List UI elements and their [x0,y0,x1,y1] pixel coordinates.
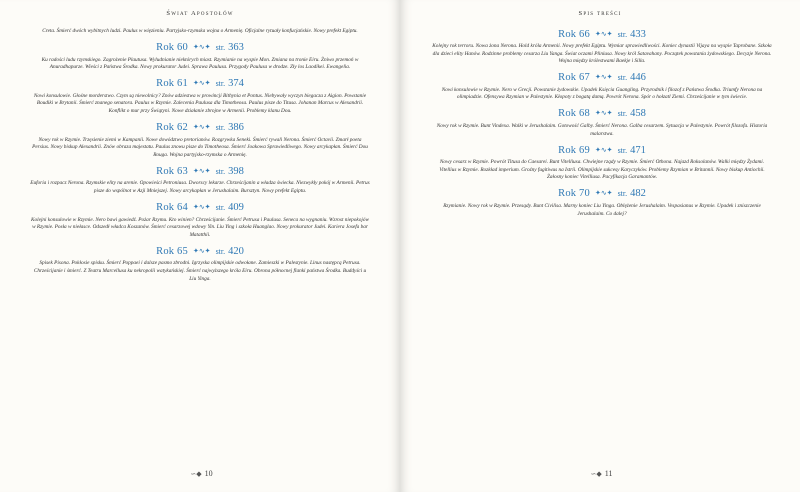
intro-paragraph: Creta. Śmierć dwóch wybitnych ludzi. Paulus w więzieniu. Partyjsko-rzymska wojna o Armenię. Oficjalne rytuały konfucjańskie. Nowy prefekt Egiptu. [42,28,358,34]
toc-entry [432,188,772,218]
entry-summary: Ku radości ludu rzymskiego. Zagrożenie Plautusa. Wyludnianie niektórych miast. Rzymianie na wyspie Mon. Zmiana na tronie Eiru. Żniwo przemoń w Anuradhapurze. Wieści z Państwa Środka. Nowy prokurator Judei. Sprawa Paulusa. Przygody Paulusa w drodze. Zły los Laodikei. Ewangelia. [41,56,359,71]
year-label: Rok 61 [156,78,188,90]
flourish-icon: ∽◆ [590,470,602,478]
page-prefix: str. [215,123,226,133]
running-head-left: Świat Apostołów [166,10,234,17]
right-page-content [432,28,772,218]
year-label: Rok 63 [156,165,188,177]
page-reference [216,246,244,257]
toc-entry-heading[interactable] [432,72,772,84]
scroll-ornament-icon: ✦∿✦ [192,43,211,52]
toc-entry-heading[interactable] [432,188,772,200]
page-number: 409 [228,202,244,214]
scroll-ornament-icon: ✦∿✦ [594,109,613,118]
entry-summary: Kolejni konsulowie w Rzymie. Nero bawi gawiedź. Pożar Rzymu. Kto winien? Chrześcijanie. Śmierć Petrusa i Paulusa. Seneca na wygnaniu. Wzrost niepokojów w Rzymie. Posła w niełasce. Odszedł władca Koszanów. Śmierć cesarzowej wdowy Yin. Liu Ying i szkoła Huanglao. Nowy prokurator Judei. Kariera Josefa bar Matatthii. [31,216,369,238]
page-number: 471 [630,144,646,156]
year-label: Rok 65 [156,245,188,257]
folio-left [0,469,400,478]
page-reference [618,145,646,156]
page-folio-number: 10 [204,469,213,478]
page-prefix: str. [617,73,628,83]
year-label: Rok 66 [558,28,590,40]
page-reference [216,166,244,177]
folio-right [400,469,800,478]
page-reference [618,188,646,199]
left-page-content [30,28,370,283]
page-number: 420 [228,245,244,257]
entry-summary: Nowi konsulowie w Rzymie. Nero w Grecji. Powstanie żydowskie. Upadek Księcia Guangling. Przyrodnik i filozof z Państwa Środka. Triumfy Nerona na olimpiadzie. Ofensywa Rzymian w Palestynie. Kłopoty z bogatą damą. Powrót Nerona. Spór o hołzatl Ziemi. Chrześcijanie w tym świecie. [441,86,763,101]
page-prefix: str. [215,203,226,213]
entry-summary: Nowi konsulowie. Głośne morderstwo. Czym są niewolnicy? Znów adziestwa w prowincji Bithynia et Pontus. Niebywały wyczyn biegacza z Aigion. Powstanie Boudiki w Brytanii. Śmierć znanego senatora. Paulus w Rzymie. Zalecenia Paulusa dla Timotheosa. Paulus pisze do Titusa. Johanan Marcus w Alexandrii. Konflikt o mur przy Świątyni. Nowe działanie zbrojne w Armenii. Problemy klanu Dou. [33,92,367,114]
scroll-ornament-icon: ✦∿✦ [594,29,613,38]
toc-entry [432,144,772,182]
scroll-ornament-icon: ✦∿✦ [192,166,211,175]
page-number: 482 [630,188,646,200]
scroll-ornament-icon: ✦∿✦ [192,203,211,212]
entry-summary: Nowy rok w Rzymie. Trzęsienie ziemi w Kampanii. Nowe dowództwo pretorianów. Rozgrywka Seneki. Śmierć rywali Nerona. Śmierć Octavii. Zmarł poeta Persius. Nowy biskup Alexandrii. Znów obraza majestatu. Paulus znowu pisze do Timotheosa. Śmierć Joakowa Sprawiedliwego. Nowy arcykapłan. Śmierć Dou Rouga. Wojna partyjsko-rzymska o Armenię. [32,136,368,158]
page-prefix: str. [617,189,628,199]
running-head-right: Spis treści [578,10,622,17]
page-reference [216,122,244,133]
toc-entry [30,122,370,160]
page-prefix: str. [215,79,226,89]
toc-entry-heading[interactable] [30,122,370,134]
year-label: Rok 68 [558,108,590,120]
page-number: 398 [228,165,244,177]
toc-entry [432,108,772,138]
toc-entry [432,28,772,66]
toc-entry-heading[interactable] [30,202,370,214]
scroll-ornament-icon: ✦∿✦ [192,79,211,88]
scroll-ornament-icon: ✦∿✦ [192,123,211,132]
entry-summary: Nowy rok w Rzymie. Bunt Vindexa. Walki w Jerushalaim. Gotowość Galby. Śmierć Nerona. Galba cesarzem. Sytuacja w Palestynie. Powrót filozofa. Historia malarstwa. [436,122,768,137]
toc-entry-heading[interactable] [30,42,370,54]
toc-entry-heading[interactable] [432,28,772,40]
toc-entry [30,245,370,283]
page-number: 374 [228,78,244,90]
toc-entry-heading[interactable] [30,78,370,90]
page-number: 433 [630,28,646,40]
page-number: 386 [228,122,244,134]
page-reference [216,78,244,89]
entry-summary: Nowy cesarz w Rzymie. Powrót Titusa do Caesarei. Bunt Vitelliusa. Chwiejne rządy w Rzymie. Śmierć Othona. Najazd Roksolanów. Walki między Żydami. Vitellius w Rzymie. Rozkład imperium. Groźny fugitiwus na Istrii. Olimpijskie sukcesy Karyczyków. Problemy Rzymian w Britannii. Nowy biskup Antiochii. Żałosny koniec Vitelliusa. Pacyfikacja Garamantów. [439,159,765,181]
toc-entry-heading[interactable] [432,108,772,120]
page-reference [216,42,244,53]
toc-entry [30,78,370,116]
entry-summary: Euforia i rozpacz Nerona. Rzymskie elity na arenie. Opowieści Petroniusa. Dworscy lekarze. Chrześcijanin a władza świecka. Niezwykły pokój w Armenii. Petrus pisze do wspólnot w Azji Mniejszej. Nowy arcykapłan w Jerushalaim. Bursztyn. Nowy prefekt Egiptu. [30,180,370,194]
page-prefix: str. [617,109,628,119]
scroll-ornament-icon: ✦∿✦ [192,246,211,255]
entry-summary: Kolejny rok terroru. Nowa żona Nerona. Hold króla Armenii. Nowy prefekt Egiptu. Wymiar sprawiedliwości. Koniec dynastii Vijaya na wyspie Taprobane. Szkoła dla dzieci elity Hanów. Rodzinne problemy cesarza Liu Yanga. Świat oczami Pliniusa. Nowy król Satavahany. Początek powstania żydowskiego. Decyzje Nerona. Wojna między królestwami Baekje i Silla. [432,43,772,65]
right-page [400,0,800,492]
page-number: 458 [630,108,646,120]
scroll-ornament-icon: ✦∿✦ [594,189,613,198]
year-label: Rok 67 [558,72,590,84]
toc-entry-heading[interactable] [30,165,370,177]
page-reference [618,108,646,119]
year-label: Rok 62 [156,122,188,134]
page-reference [618,29,646,40]
entry-summary: Spisek Pisona. Pokłosie spisku. Śmierć Poppaei i dalsze pasmo zbrodni. Igrzyska olimpijskie odwołane. Zamieszki w Palestynie. Linus następcą Petrusa. Chrześcijanie i śmierć. Z Teatru Marcellusa ku nekropolii watykańskiej. Śmierć najwyższego króla Eiru. Obrona północnej flanki państwa Środka. Buddyści u Liu Yinga. [33,260,367,282]
flourish-icon: ∽◆ [190,470,202,478]
page-prefix: str. [617,29,628,39]
page-prefix: str. [617,145,628,155]
scroll-ornament-icon: ✦∿✦ [594,73,613,82]
entry-summary: Rzymianie. Nowy rok w Rzymie. Przesądy. Bunt Civilisa. Marny koniec Liu Yinga. Oblężenie Jerushalaim. Vespasianus w Rzymie. Upadek i zniszczenie Jerushalaim. Co dalej? [443,202,761,217]
toc-entry-heading[interactable] [30,245,370,257]
page-prefix: str. [215,246,226,256]
year-label: Rok 60 [156,42,188,54]
year-label: Rok 69 [558,144,590,156]
page-reference [618,72,646,83]
year-label: Rok 64 [156,202,188,214]
toc-entry [30,202,370,240]
toc-entry [432,72,772,102]
page-reference [216,202,244,213]
scroll-ornament-icon: ✦∿✦ [594,145,613,154]
toc-entry-heading[interactable] [432,144,772,156]
page-prefix: str. [215,166,226,176]
toc-entry [30,42,370,72]
year-label: Rok 70 [558,188,590,200]
page-number: 446 [630,72,646,84]
page-number: 363 [228,42,244,54]
page-prefix: str. [215,43,226,53]
page-folio-number: 11 [604,469,613,478]
toc-entry [30,165,370,195]
